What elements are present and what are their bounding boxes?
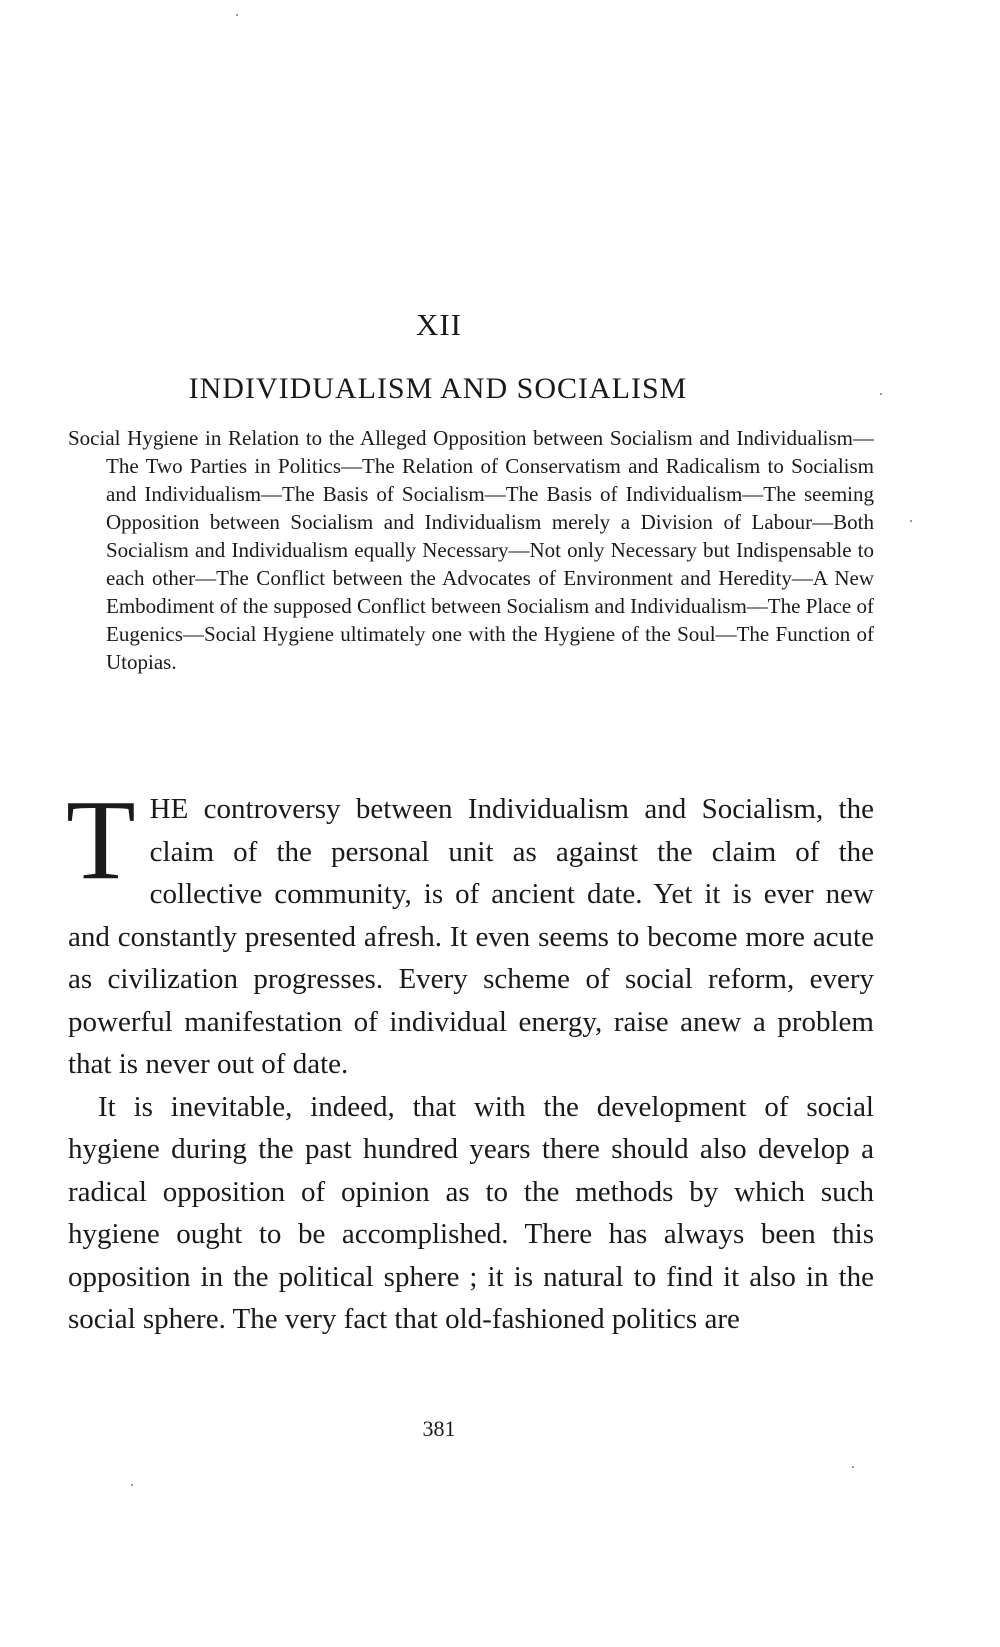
print-speck xyxy=(236,14,238,16)
drop-cap: T xyxy=(66,776,136,903)
print-speck xyxy=(131,1484,133,1486)
chapter-number: XII xyxy=(415,307,463,342)
paragraph-1-text: HE controversy between Individualism and Socialism, the claim of the personal unit as against the claim of the collective community, is of ancient date. Yet it is ever new and constantly presented afresh. It even seems to become more acute as civilization progresses. Every scheme of social reform, every powerful manifestation of individual energy, raise anew a problem that is never out of date. xyxy=(68,793,874,1080)
paragraph-2: It is inevitable, indeed, that with the development of social hygiene during the past hundred years there should also develop a radical opposition of opinion as to the methods by which such hygiene ought to be accomplished. There has always been this opposition in the political sphere ; it is natural to find it also in the social sphere. The very fact that old-fashioned politics are xyxy=(68,1090,874,1335)
print-speck xyxy=(880,393,882,395)
chapter-title: INDIVIDUALISM AND SOCIALISM xyxy=(188,372,688,405)
print-speck xyxy=(910,520,912,522)
page-number: 381 xyxy=(422,1416,456,1441)
chapter-summary: Social Hygiene in Relation to the Alleged Opposition between Socialism and Individualism—The Two Parties in Politics—The Relation of Conservatism and Radicalism to Socialism and Individualism—The Basis of Socialism—The Basis of Individualism—The seeming Opposition between Socialism and Individualism merely a Division of Labour—Both Socialism and Individualism equally Necessary—Not only Necessary but Indispensable to each other—The Conflict between the Advocates of Environment and Heredity—A New Embodiment of the supposed Conflict between Socialism and Individualism—The Place of Eugenics—Social Hygiene ultimately one with the Hygiene of the Soul—The Function of Utopias. xyxy=(68,426,874,674)
print-speck xyxy=(852,1466,854,1468)
body-text xyxy=(66,776,874,1341)
paragraph-1 xyxy=(66,776,874,1086)
